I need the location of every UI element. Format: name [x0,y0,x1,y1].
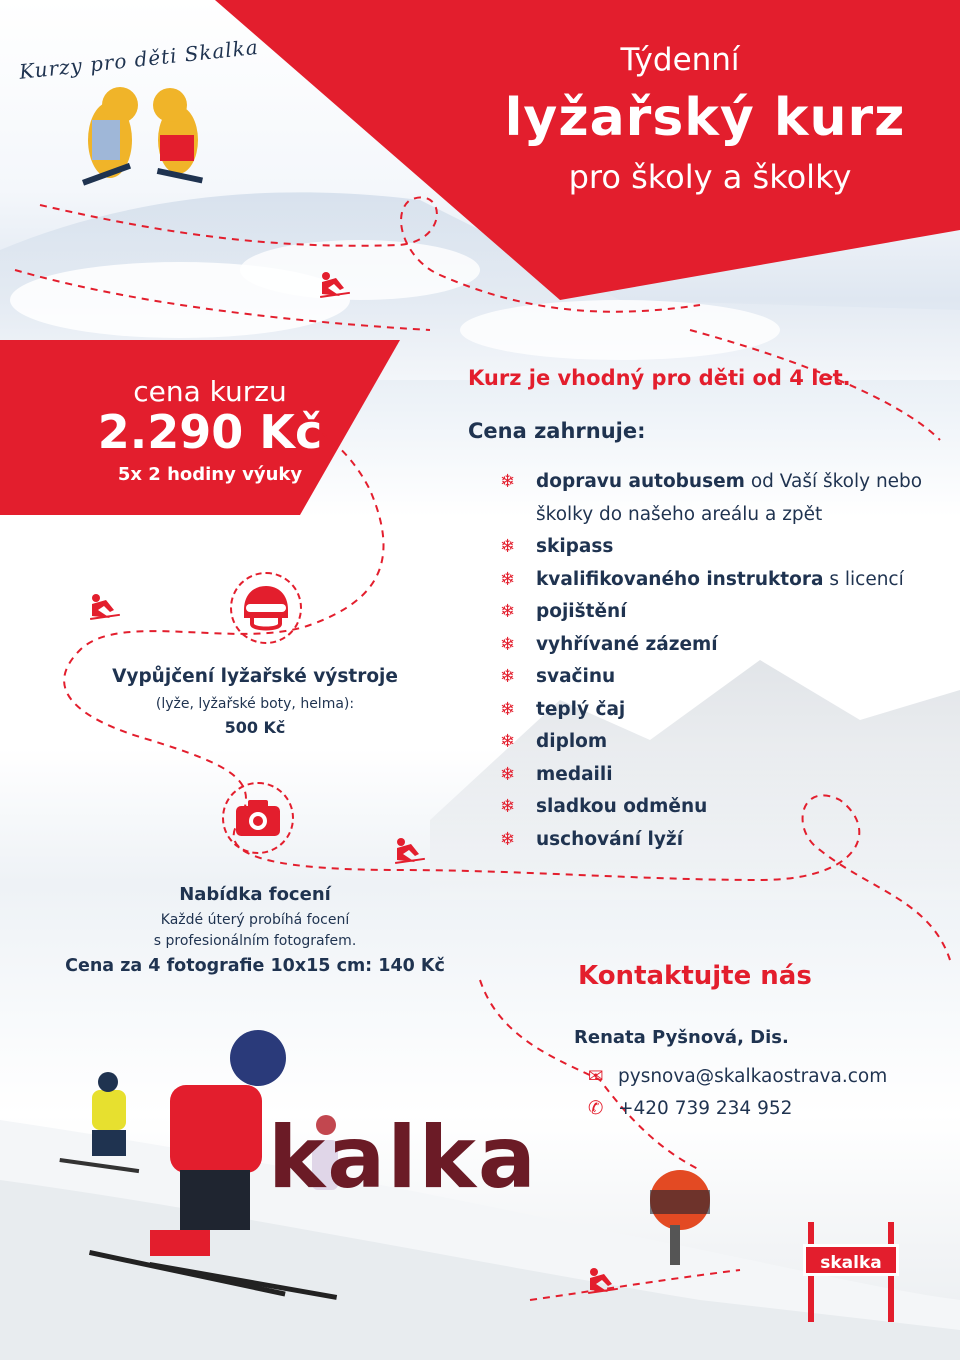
includes-item-bold: pojištění [536,601,627,622]
snowflake-icon: ❄ [500,763,516,785]
snowflake-icon: ❄ [500,601,516,622]
includes-item-bold: skipass [536,536,614,557]
cloud [240,240,480,300]
logo: Kurzy pro děti Skalka [18,34,260,84]
includes-item [500,759,940,792]
photo-price: Cena za 4 fotografie 10x15 cm: 140 Kč [65,956,445,976]
contact-email-row[interactable] [588,1066,887,1087]
includes-item-bold: diplom [536,731,608,752]
envelope-icon: ✉ [588,1066,604,1087]
includes-item [500,564,940,597]
price-label: cena kurzu [133,375,287,408]
includes-item [500,824,940,857]
snowflake-icon: ❄ [500,666,516,687]
includes-item-bold: sladkou odměnu [536,796,708,817]
title-line-2: lyžařský kurz [504,88,906,148]
snowflake-icon: ❄ [500,698,516,720]
includes-item-rest: od Vaší školy nebo školky do našeho areálu a zpět [536,471,923,525]
price-value: 2.290 Kč [97,405,323,459]
rental-price: 500 Kč [224,718,286,737]
includes-item [500,531,940,564]
includes-item [500,466,940,531]
includes-heading: Cena zahrnuje: [468,419,646,443]
includes-item-bold: medaili [536,763,613,785]
suitable-age: Kurz je vhodný pro děti od 4 let. [468,366,851,390]
contact-name: Renata Pyšnová, Dis. [574,1027,789,1048]
price-note: 5x 2 hodiny výuky [117,464,303,485]
snowflake-icon: ❄ [500,731,516,752]
includes-item-bold: kvalifikovaného instruktora [536,568,824,590]
contact-email[interactable]: pysnova@skalkaostrava.com [618,1066,888,1087]
snowflake-icon: ❄ [500,471,516,492]
photo-line-1: Každé úterý probíhá focení [160,912,350,928]
includes-item [500,694,940,727]
helmet-icon [232,574,300,642]
cloud [460,300,780,360]
includes-item [500,661,940,694]
snowflake-icon: ❄ [500,568,516,590]
snowflake-icon: ❄ [500,828,516,850]
rental-note: (lyže, lyžařské boty, helma): [155,696,355,712]
helmet-icon-circle [230,572,302,644]
includes-item-bold: teplý čaj [536,698,626,720]
skalka-sign: skalka [803,1244,899,1276]
includes-item-bold: uschování lyží [536,828,684,850]
includes-item-bold: dopravu autobusem [536,471,745,492]
skalka-big-letters: kalka [268,1108,538,1208]
camera-icon-circle [222,782,294,854]
phone-icon: ✆ [588,1098,604,1119]
camera-icon [224,784,292,852]
includes-item [500,726,940,759]
includes-item [500,791,940,824]
photo-title: Nabídka focení [179,884,331,905]
contact-phone[interactable]: +420 739 234 952 [618,1098,793,1119]
snowflake-icon: ❄ [500,633,516,655]
photo-line-2: s profesionálním fotografem. [153,933,357,949]
contact-phone-row[interactable] [588,1098,792,1119]
includes-item [500,596,940,629]
includes-list [500,466,940,856]
snowflake-icon: ❄ [500,796,516,817]
contact-heading: Kontaktujte nás [578,961,812,991]
rental-title: Vypůjčení lyžařské výstroje [112,666,398,687]
includes-item-bold: svačinu [536,666,616,687]
includes-item [500,629,940,662]
snowflake-icon: ❄ [500,536,516,557]
logo-mascots [82,87,203,186]
title-line-3: pro školy a školky [568,158,852,196]
includes-item-bold: vyhřívané zázemí [536,633,718,655]
includes-item-rest: s licencí [823,568,904,590]
title-line-1: Týdenní [620,42,740,78]
